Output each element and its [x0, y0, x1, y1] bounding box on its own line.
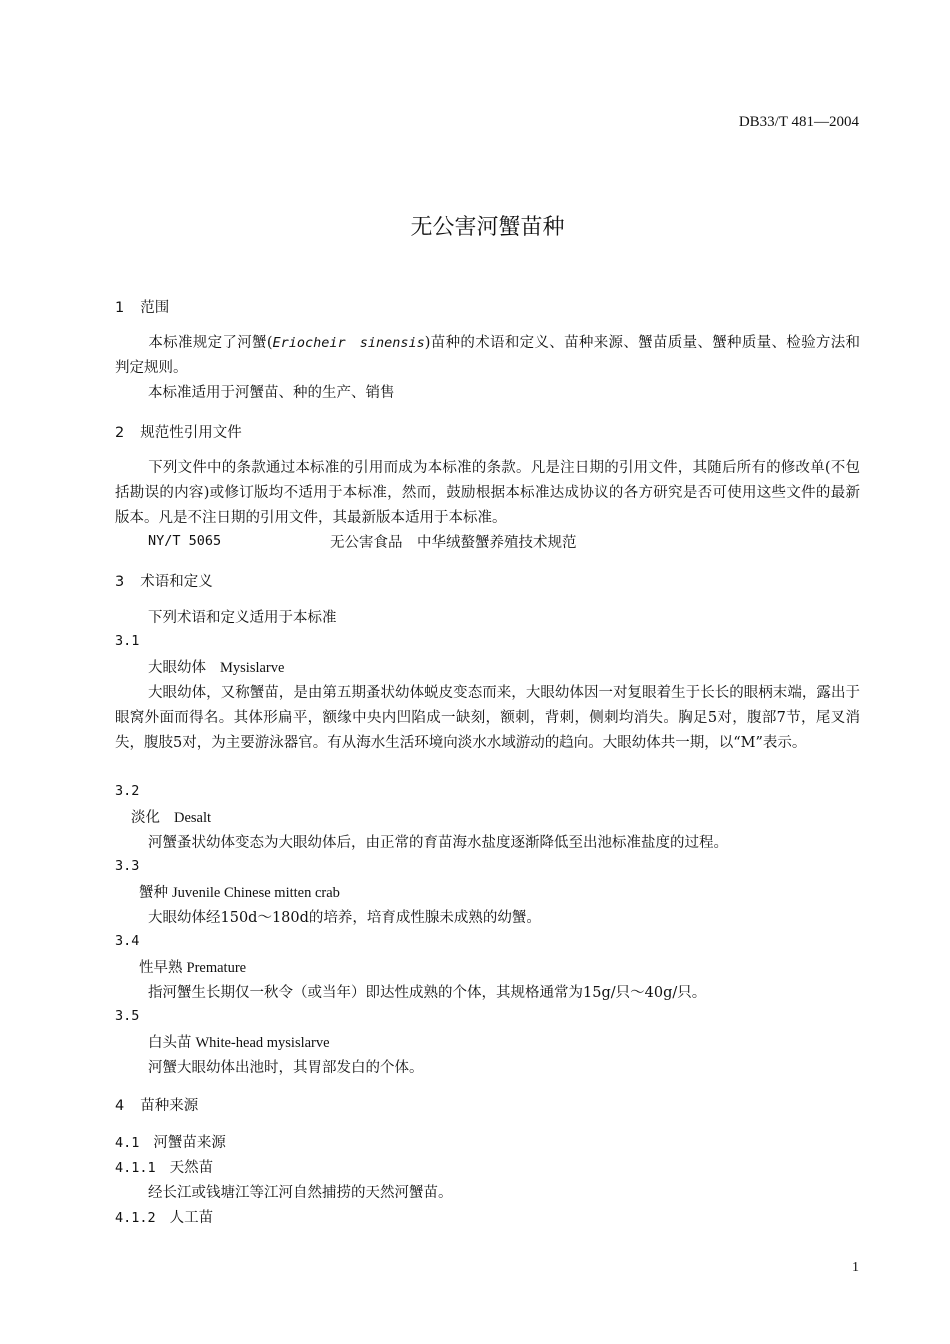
term-definition: 指河蟹生长期仅一秋令（或当年）即达性成熟的个体，其规格通常为15g/只～40g/只。: [148, 985, 707, 1001]
subsection-4-1-1-heading: 4.1.1 天然苗: [115, 1160, 214, 1176]
term-number: 3.4: [115, 933, 140, 949]
term-heading: 蟹种 Juvenile Chinese mitten crab: [139, 885, 340, 901]
page-number: 1: [852, 1260, 859, 1275]
section-number: 1: [115, 300, 125, 316]
terms-intro: 下列术语和定义适用于本标准: [148, 610, 337, 626]
term-number: 3.1: [115, 633, 140, 649]
term-heading: 白头苗 White-head mysislarve: [148, 1035, 330, 1051]
reference-title: 无公害食品 中华绒螯蟹养殖技术规范: [330, 535, 577, 551]
reference-code: NY/T 5065: [148, 533, 222, 549]
latin-species-name: Eriocheir sinensis: [272, 335, 425, 351]
term-heading: 淡化 Desalt: [131, 810, 212, 826]
term-number: 3.2: [115, 783, 140, 799]
section-number: 3: [115, 574, 125, 590]
subsection-4-1-2-heading: 4.1.2 人工苗: [115, 1210, 214, 1226]
section-title: 术语和定义: [140, 574, 213, 590]
section-number: 2: [115, 425, 125, 441]
section-4-heading: [115, 1094, 198, 1115]
references-paragraph: 下列文件中的条款通过本标准的引用而成为本标准的条款。凡是注日期的引用文件，其随后所有的修改单(不包括勘误的内容)或修订版均不适用于本标准，然而，鼓励根据本标准达成协议的各方研究是否可使用这些文件的最新版本。凡是不注日期的引用文件，其最新版本适用于本标准。: [115, 460, 860, 526]
term-heading: 大眼幼体 Mysislarve: [148, 660, 285, 676]
section-number: 4: [115, 1098, 125, 1114]
term-definition: 河蟹蚤状幼体变态为大眼幼体后，由正常的育苗海水盐度逐渐降低至出池标准盐度的过程。: [148, 835, 728, 851]
term-number: 3.3: [115, 858, 140, 874]
document-number: DB33/T 481—2004: [738, 114, 859, 130]
term-definition: 河蟹大眼幼体出池时，其胃部发白的个体。: [148, 1060, 424, 1076]
subsection-4-1-heading: 4.1 河蟹苗来源: [115, 1135, 226, 1151]
scope-paragraph-1: 本标准规定了河蟹(Eriocheir sinensis)苗种的术语和定义、苗种来源、蟹苗质量、蟹种质量、检验方法和判定规则。: [115, 335, 861, 376]
subsection-4-1-1-text: 经长江或钱塘江等江河自然捕捞的天然河蟹苗。: [148, 1185, 453, 1201]
term-heading: 性早熟 Premature: [139, 960, 247, 976]
section-2-heading: [115, 421, 242, 442]
section-title: 苗种来源: [140, 1098, 199, 1114]
term-definition: 大眼幼体经150d～180d的培养，培育成性腺未成熟的幼蟹。: [148, 910, 541, 926]
term-definition: 大眼幼体，又称蟹苗，是由第五期蚤状幼体蜕皮变态而来，大眼幼体因一对复眼着生于长长的眼柄末端，露出于眼窝外面而得名。其体形扁平，额缘中央内凹陷成一缺刻，额刺，背刺，侧刺均消失。胸足5对，腹部7节，尾叉消失，腹肢5对，为主要游泳器官。有从海水生活环境向淡水水域游动的趋向。大眼幼体共一期，以“M”表示。: [115, 685, 860, 751]
section-title: 范围: [140, 300, 170, 316]
section-1-heading: [115, 296, 169, 317]
section-title: 规范性引用文件: [140, 425, 242, 441]
document-title: 无公害河蟹苗种: [410, 215, 565, 240]
term-number: 3.5: [115, 1008, 140, 1024]
scope-paragraph-2: 本标准适用于河蟹苗、种的生产、销售: [148, 385, 395, 401]
section-3-heading: [115, 570, 213, 591]
